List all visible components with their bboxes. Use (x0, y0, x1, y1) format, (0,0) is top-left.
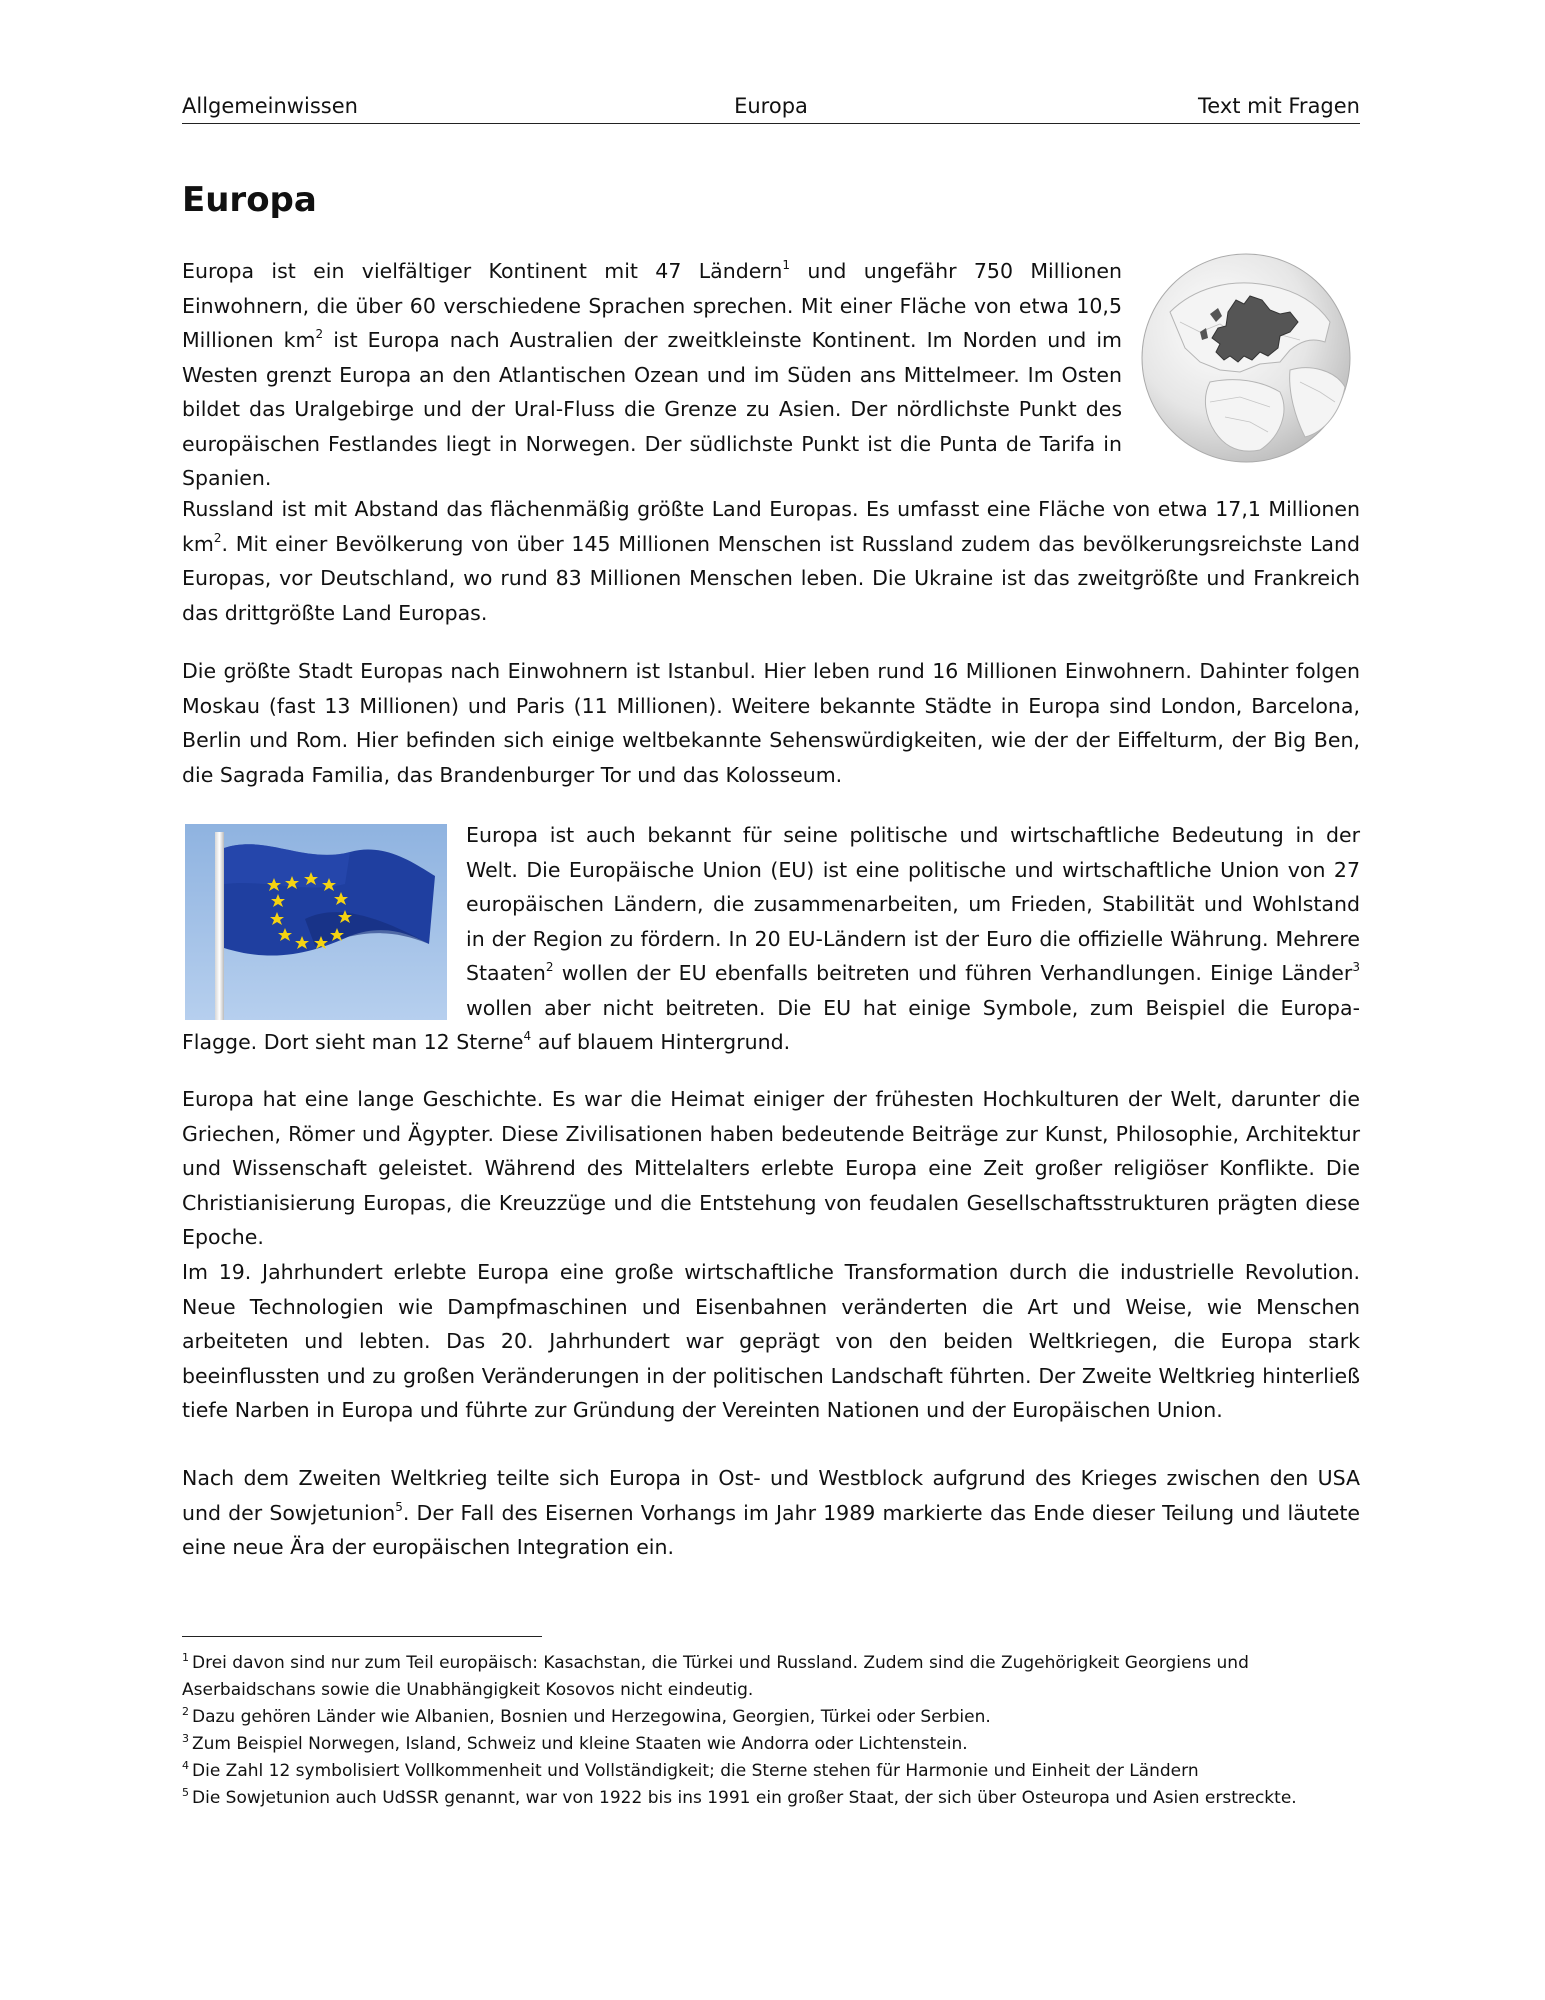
footnote-item (182, 1704, 1360, 1731)
footnote-number: 4 (182, 1759, 189, 1772)
footnote-item (182, 1650, 1360, 1704)
footnote-ref[interactable]: 5 (395, 1499, 403, 1514)
paragraph-history: Europa hat eine lange Geschichte. Es war die Heimat einiger der frühesten Hochkulturen der Welt, darunter die Griechen, Römer und Ägypter. Diese Zivilisationen haben bedeutende Beiträge zur Kunst, Philosophie, Architektur und Wissenschaft geleistet. Während des Mittelalters erlebte Europa eine Zeit großer religiöser Konflikte. Die Christianisierung Europas, die Kreuzzüge und die Entstehung von feudalen Gesellschaftsstrukturen prägten diese Epoche. (182, 1087, 1360, 1249)
text-segment: wollen aber nicht beitreten. Die EU hat einige Symbole, zum Beispiel die Europa-Flagge. Dort sieht man 12 Sterne (182, 995, 1360, 1054)
text-segment: Europa ist auch bekannt für seine politische und wirtschaftliche Bedeutung in der Welt. Die Europäische Union (EU) ist eine politische und wirtschaftliche Union von 27 europäischen Ländern, die zusammenarbeiten, um Frieden, Stabilität und Wohlstand in der Region zu fördern. In 20 EU-Ländern ist der Euro die offizielle Währung. Mehrere Staaten (466, 823, 1360, 985)
text-segment: Europa ist ein vielfältiger Kontinent mit 47 Ländern (182, 259, 783, 283)
footnote-ref[interactable]: 3 (1352, 960, 1360, 974)
page-title: Europa (182, 180, 317, 220)
paragraph-cities: Die größte Stadt Europas nach Einwohnern ist Istanbul. Hier leben rund 16 Millionen Einwohnern. Dahinter folgen Moskau (fast 13 Millionen) und Paris (11 Millionen). Weitere bekannte Städte in Europa sind London, Barcelona, Berlin und Rom. Hier befinden sich einige weltbekannte Sehenswürdigkeiten, wie der der Eiffelturm, der Big Ben, die Sagrada Familia, das Brandenburger Tor und das Kolosseum. (182, 659, 1360, 787)
footnote-text: Drei davon sind nur zum Teil europäisch: Kasachstan, die Türkei und Russland. Zudem sind die Zugehörigkeit Georgiens und Aserbaidschans sowie die Unabhängigkeit Kosovos nicht eindeutig. (182, 1653, 1249, 1700)
paragraph-cold-war (182, 1461, 1360, 1565)
text-segment: Nach dem Zweiten Weltkrieg teilte sich Europa in Ost- und Westblock aufgrund des Krieges zwischen den USA und der Sowjetunion (182, 1466, 1360, 1525)
footnote-text: Dazu gehören Länder wie Albanien, Bosnien und Herzegowina, Georgien, Türkei oder Serbien. (192, 1707, 991, 1727)
paragraph-eu (182, 818, 1360, 1060)
text-segment: Russland ist mit Abstand das flächenmäßig größte Land Europas. Es umfasst eine Fläche von etwa 17,1 Millionen km (182, 497, 1360, 556)
header-subject: Allgemeinwissen (182, 94, 358, 118)
footnote-number: 3 (182, 1732, 189, 1745)
footnote-ref[interactable]: 2 (545, 960, 554, 974)
footnotes-list (182, 1650, 1360, 1812)
footnote-item (182, 1731, 1360, 1758)
footnote-text: Die Sowjetunion auch UdSSR genannt, war von 1922 bis ins 1991 ein großer Staat, der sich über Osteuropa und Asien erstreckte. (192, 1788, 1297, 1808)
text-segment: ist Europa nach Australien der zweitkleinste Kontinent. Im Norden und im Westen grenzt Europa an den Atlantischen Ozean und im Süden ans Mittelmeer. Im Osten bildet das Uralgebirge und der Ural-Fluss die Grenze zu Asien. Der nördlichste Punkt des europäischen Festlandes liegt in Norwegen. Der südlichste Punkt ist die Punta de Tarifa in Spanien. (182, 328, 1122, 490)
paragraph-industrial: Im 19. Jahrhundert erlebte Europa eine große wirtschaftliche Transformation durch die industrielle Revolution. Neue Technologien wie Dampfmaschinen und Eisenbahnen veränderten die Art und Weise, wie Menschen arbeiteten und lebten. Das 20. Jahrhundert war geprägt von den beiden Weltkriegen, die Europa stark beeinflussten und zu großen Veränderungen in der politischen Landschaft führten. Der Zweite Weltkrieg hinterließ tiefe Narben in Europa und führte zur Gründung der Vereinten Nationen und der Europäischen Union. (182, 1260, 1360, 1422)
footnote-divider (182, 1636, 542, 1637)
image-float-spacer (182, 818, 466, 1014)
footnote-number: 1 (182, 1651, 189, 1664)
footnote-ref[interactable]: 4 (523, 1029, 532, 1043)
header-type: Text mit Fragen (1198, 94, 1360, 118)
text-segment: wollen der EU ebenfalls beitreten und führen Verhandlungen. Einige Länder (553, 961, 1353, 985)
footnote-number: 2 (182, 1705, 189, 1718)
footnote-item (182, 1758, 1360, 1785)
footnote-ref[interactable]: 2 (315, 327, 324, 341)
text-segment: und ungefähr 750 Millionen Einwohnern, die über 60 verschiedene Sprachen sprechen. Mit einer Fläche von etwa 10,5 Millionen km (182, 259, 1122, 352)
footnote-text: Die Zahl 12 symbolisiert Vollkommenheit und Vollständigkeit; die Sterne stehen für Harmonie und Einheit der Ländern (192, 1761, 1199, 1781)
footnote-number: 5 (182, 1786, 189, 1799)
footnote-ref[interactable]: 1 (782, 258, 791, 272)
footnote-item (182, 1785, 1360, 1812)
page-header (182, 91, 1360, 124)
europe-globe-image (1140, 252, 1352, 464)
footnote-text: Zum Beispiel Norwegen, Island, Schweiz und kleine Staaten wie Andorra oder Lichtenstein. (192, 1734, 968, 1754)
text-segment: . Der Fall des Eisernen Vorhangs im Jahr 1989 markierte das Ende dieser Teilung und läutete eine neue Ära der europäischen Integration ein. (182, 1500, 1361, 1559)
paragraph-russia (182, 492, 1360, 630)
text-segment: . Mit einer Bevölkerung von über 145 Millionen Menschen ist Russland zudem das bevölkerungsreichste Land Europas, vor Deutschland, wo rund 83 Millionen Menschen leben. Die Ukraine ist das zweitgrößte und Frankreich das drittgrößte Land Europas. (182, 531, 1360, 625)
paragraph-geography (182, 254, 1122, 496)
footnote-ref[interactable]: 2 (213, 530, 222, 545)
header-topic: Europa (734, 94, 808, 118)
text-segment: auf blauem Hintergrund. (531, 1030, 791, 1054)
